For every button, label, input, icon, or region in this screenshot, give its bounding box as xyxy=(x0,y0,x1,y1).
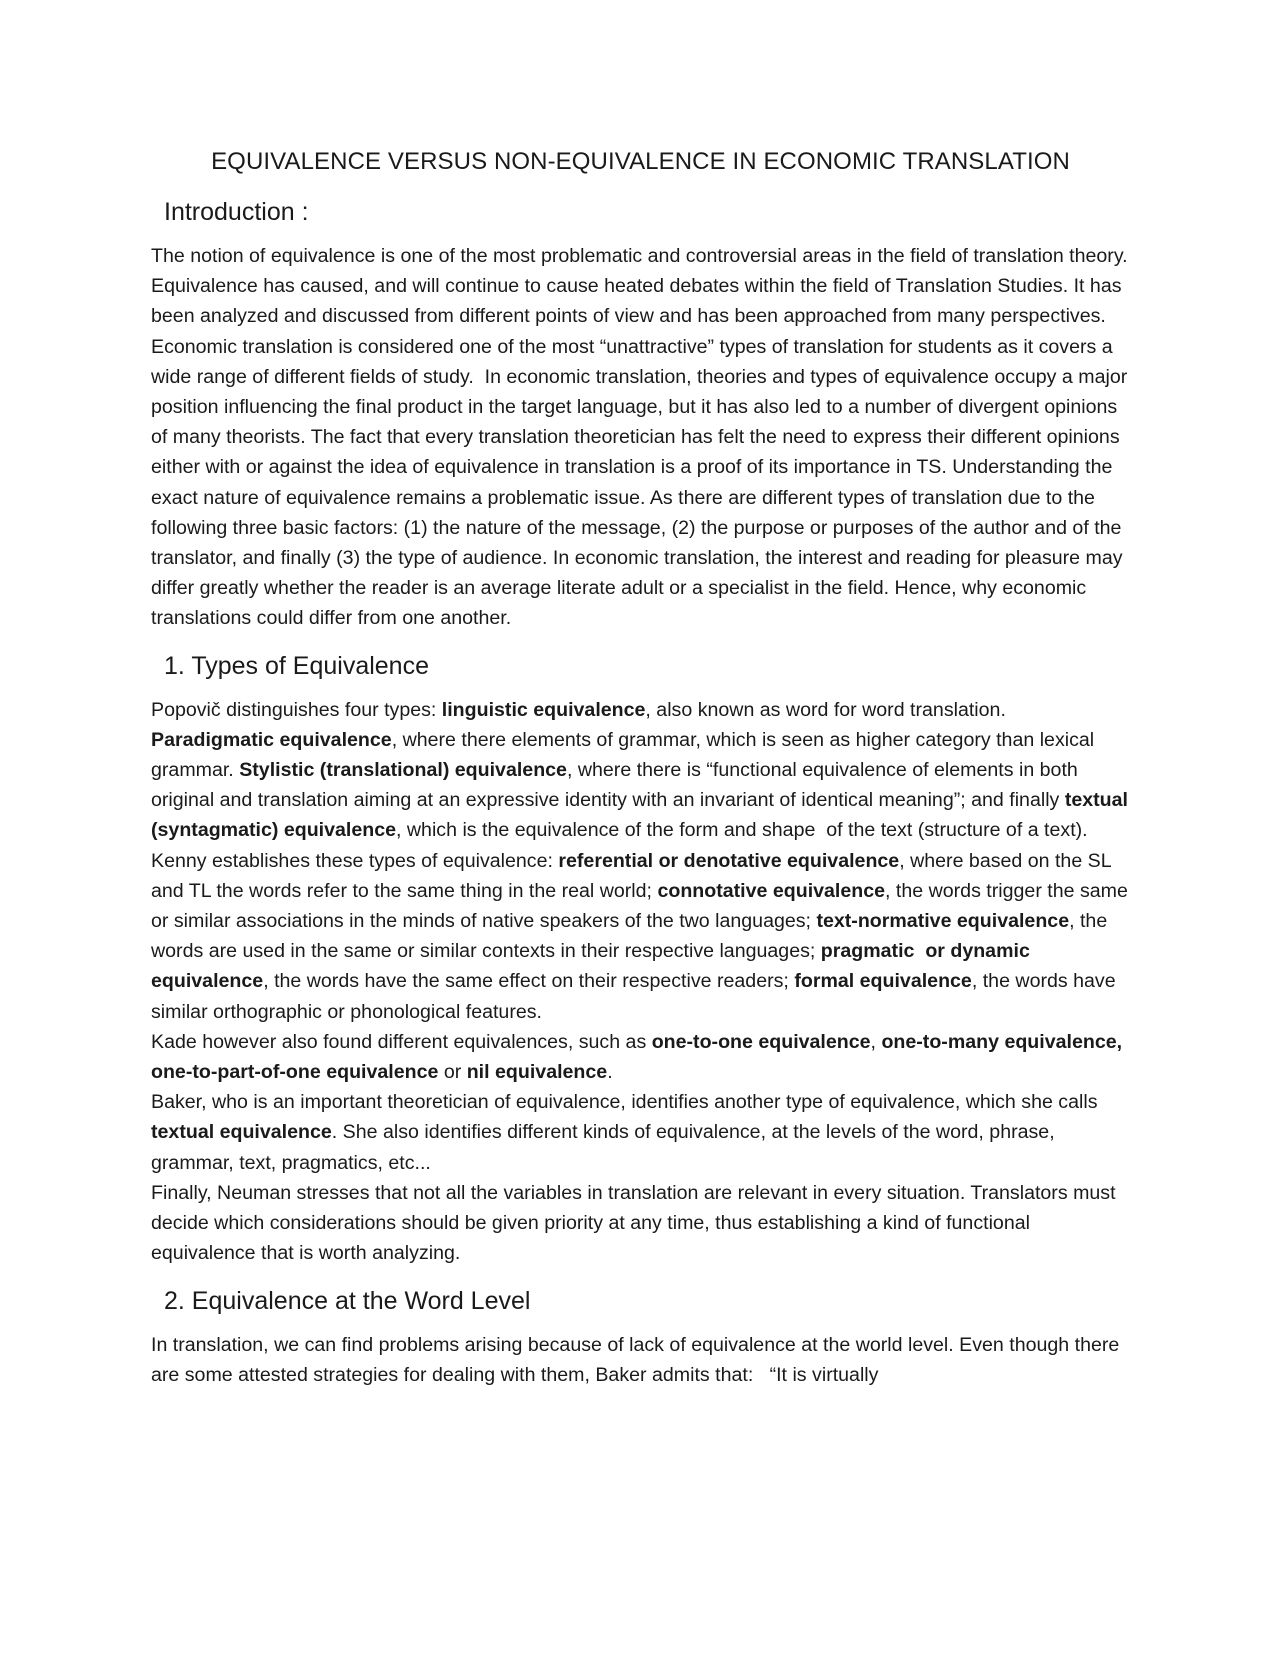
section2-paragraph: In translation, we can find problems arising because of lack of equivalence at the world level. Even though there are some attested strategies for dealing with them, Baker admits that: “It is virtually xyxy=(151,1333,1125,1386)
document-title: EQUIVALENCE VERSUS NON-EQUIVALENCE IN ECONOMIC TRANSLATION xyxy=(211,148,1070,175)
section1-paragraph-kenny: Kenny establishes these types of equivalence: referential or denotative equivalence, where based on the SL and TL the words refer to the same thing in the real world; connotative equivalence, the words trigger the same or similar associations in the minds of native speakers of the two languages; text-normative equivalence, the words are used in the same or similar contexts in their respective languages; pragmatic or dynamic equivalence, the words have the same effect on their respective readers; formal equivalence, the words have similar orthographic or phonological features. xyxy=(151,849,1134,1023)
section1-paragraph-baker: Baker, who is an important theoretician of equivalence, identifies another type of equivalence, which she calls textual equivalence. She also identifies different kinds of equivalence, at the levels of the word, phrase, grammar, text, pragmatics, etc... xyxy=(151,1091,1103,1174)
section1-paragraph-kade: Kade however also found different equivalences, such as one-to-one equivalence, one-to-many equivalence, one-to-part-of-one equivalence or nil equivalence. xyxy=(151,1030,1128,1084)
section1-paragraph-neuman: Finally, Neuman stresses that not all the variables in translation are relevant in every situation. Translators must decide which considerations should be given priority at any time, thus establishing a kind of functional equivalence that is worth analyzing. xyxy=(151,1181,1121,1265)
intro-paragraph: The notion of equivalence is one of the most problematic and controversial areas in the field of translation theory. Equivalence has caused, and will continue to cause heated debates within the field of Translation Studies. It has been analyzed and discussed from different points of view and has been approached from many perspectives. Economic translation is considered one of the most “unattractive” types of translation for students as it covers a wide range of different fields of study. In economic translation, theories and types of equivalence occupy a major position influencing the final product in the target language, but it has also led to a number of divergent opinions of many theorists. The fact that every translation theoretician has felt the need to express their different opinions either with or against the idea of equivalence in translation is a proof of its importance in TS. Understanding the exact nature of equivalence remains a problematic issue. As there are different types of translation due to the following three basic factors: (1) the nature of the message, (2) the purpose or purposes of the author and of the translator, and finally (3) the type of audience. In economic translation, the interest and reading for pleasure may differ greatly whether the reader is an average literate adult or a specialist in the field. Hence, why economic translations could differ from one another. xyxy=(151,245,1134,630)
intro-heading: Introduction : xyxy=(164,198,309,226)
section2-heading: 2. Equivalence at the Word Level xyxy=(164,1286,531,1315)
section1-heading: 1. Types of Equivalence xyxy=(164,651,429,680)
section1-paragraph-popovic: Popovič distinguishes four types: linguistic equivalence, also known as word for word translation. Paradigmatic equivalence, where there elements of grammar, which is seen as higher category than lexical grammar. Stylistic (translational) equivalence, where there is “functional equivalence of elements in both original and translation aiming at an expressive identity with an invariant of identical meaning”; and finally textual (syntagmatic) equivalence, which is the equivalence of the form and shape of the text (structure of a text). xyxy=(151,698,1134,842)
